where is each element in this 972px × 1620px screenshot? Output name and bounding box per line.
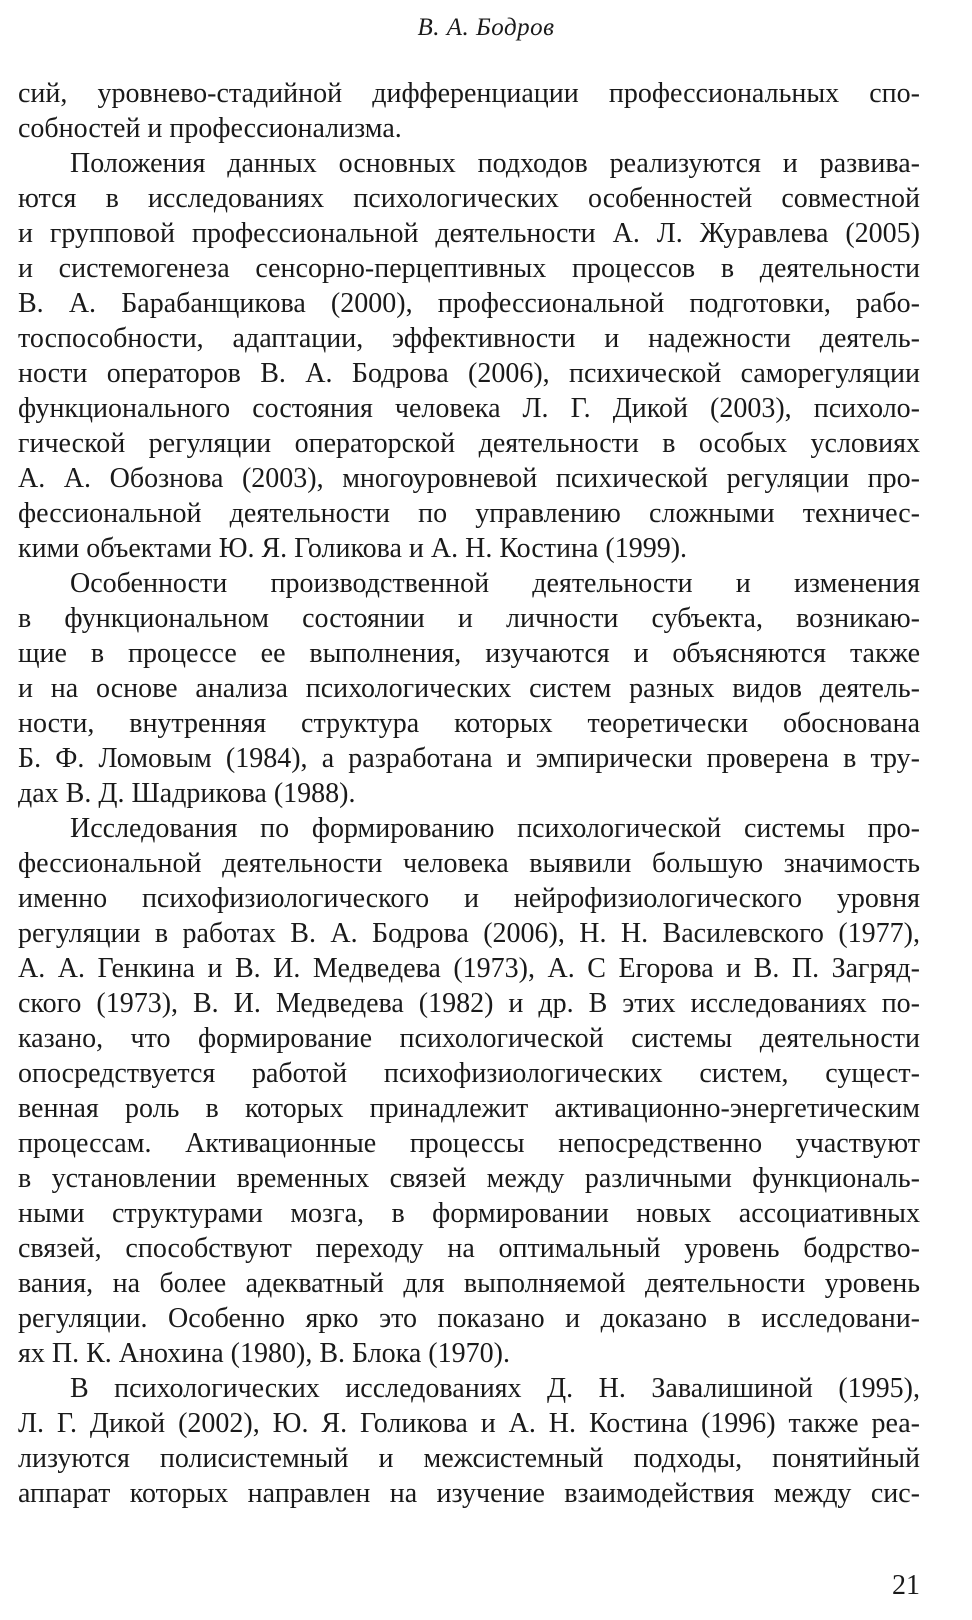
text-line: фессиональной деятельности человека выявили большую значимость bbox=[18, 848, 920, 879]
text-line: связей, способствуют переходу на оптимальный уровень бодрство- bbox=[18, 1233, 920, 1264]
text-line: кими объектами Ю. Я. Голикова и А. Н. Костина (1999). bbox=[18, 533, 688, 564]
text-line: лизуются полисистемный и межсистемный подходы, понятийный bbox=[18, 1443, 920, 1474]
text-line: Особенности производственной деятельности и изменения bbox=[70, 568, 920, 599]
text-line: В. А. Барабанщикова (2000), профессиональной подготовки, рабо- bbox=[18, 288, 920, 319]
text-line: в установлении временных связей между различными функциональ- bbox=[18, 1163, 920, 1194]
text-line: казано, что формирование психологической системы деятельности bbox=[18, 1023, 920, 1054]
text-line: аппарат которых направлен на изучение взаимодействия между сис- bbox=[18, 1478, 920, 1509]
text-line: функционального состояния человека Л. Г. Дикой (2003), психоло- bbox=[18, 393, 920, 424]
text-line: Б. Ф. Ломовым (1984), а разработана и эмпирически проверена в тру- bbox=[18, 743, 920, 774]
text-line: ности операторов В. А. Бодрова (2006), психической саморегуляции bbox=[18, 358, 920, 389]
text-line: и групповой профессиональной деятельности А. Л. Журавлева (2005) bbox=[18, 218, 920, 249]
text-line: ности, внутренняя структура которых теоретически обоснована bbox=[18, 708, 920, 739]
text-line: А. А. Генкина и В. И. Медведева (1973), А. С Егорова и В. П. Загряд- bbox=[18, 953, 920, 984]
text-line: ского (1973), В. И. Медведева (1982) и др. В этих исследованиях по- bbox=[18, 988, 920, 1019]
page-number: 21 bbox=[892, 1570, 920, 1601]
text-line: в функциональном состоянии и личности субъекта, возникаю- bbox=[18, 603, 920, 634]
text-line: В психологических исследованиях Д. Н. Завалишиной (1995), bbox=[70, 1373, 920, 1404]
text-line: тоспособности, адаптации, эффективности и надежности деятель- bbox=[18, 323, 920, 354]
text-line: Положения данных основных подходов реализуются и развива- bbox=[70, 148, 920, 179]
text-line: Исследования по формированию психологической системы про- bbox=[70, 813, 920, 844]
text-line: гической регуляции операторской деятельности в особых условиях bbox=[18, 428, 920, 459]
text-line: фессиональной деятельности по управлению сложными техничес- bbox=[18, 498, 920, 529]
text-line: регуляции в работах В. А. Бодрова (2006), Н. Н. Василевского (1977), bbox=[18, 918, 920, 949]
text-line: опосредствуется работой психофизиологических систем, сущест- bbox=[18, 1058, 920, 1089]
text-line: ются в исследованиях психологических особенностей совместной bbox=[18, 183, 920, 214]
text-line: именно психофизиологического и нейрофизиологического уровня bbox=[18, 883, 920, 914]
text-line: ными структурами мозга, в формировании новых ассоциативных bbox=[18, 1198, 920, 1229]
body-text bbox=[18, 76, 920, 1511]
text-line: Л. Г. Дикой (2002), Ю. Я. Голикова и А. Н. Костина (1996) также реа- bbox=[18, 1408, 920, 1439]
text-line: А. А. Обознова (2003), многоуровневой психической регуляции про- bbox=[18, 463, 920, 494]
text-line: регуляции. Особенно ярко это показано и доказано в исследовани- bbox=[18, 1303, 920, 1334]
text-line: щие в процессе ее выполнения, изучаются и объясняются также bbox=[18, 638, 920, 669]
running-head: В. А. Бодров bbox=[417, 14, 555, 41]
text-line: сий, уровнево-стадийной дифференциации профессиональных спо- bbox=[18, 78, 920, 109]
text-line: процессам. Активационные процессы непосредственно участвуют bbox=[18, 1128, 920, 1159]
text-line: собностей и профессионализма. bbox=[18, 113, 402, 144]
text-line: вания, на более адекватный для выполняемой деятельности уровень bbox=[18, 1268, 920, 1299]
text-line: дах В. Д. Шадрикова (1988). bbox=[18, 778, 356, 809]
text-line: венная роль в которых принадлежит активационно-энергетическим bbox=[18, 1093, 920, 1124]
text-line: ях П. К. Анохина (1980), В. Блока (1970). bbox=[18, 1338, 510, 1369]
text-line: и системогенеза сенсорно-перцептивных процессов в деятельности bbox=[18, 253, 920, 284]
text-line: и на основе анализа психологических систем разных видов деятель- bbox=[18, 673, 920, 704]
